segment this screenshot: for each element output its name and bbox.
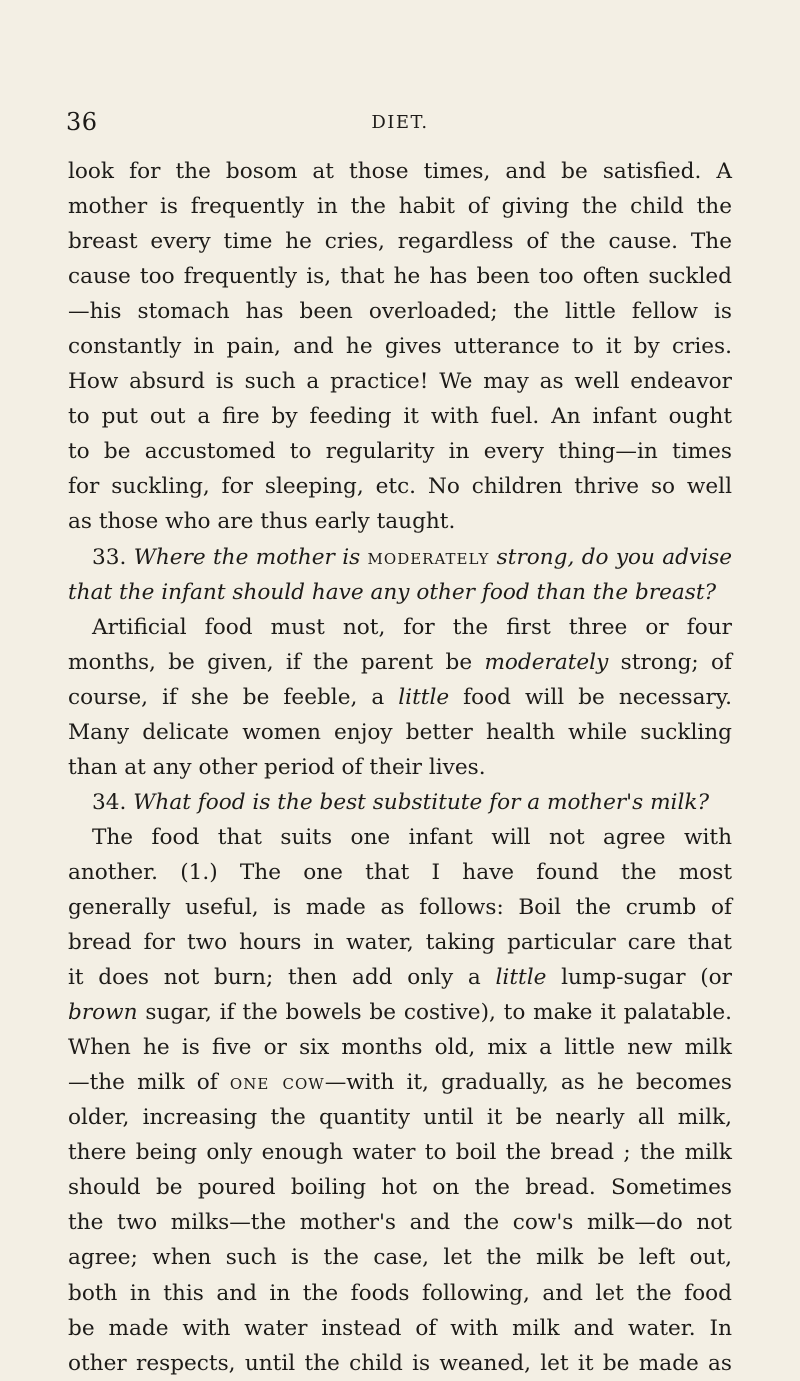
text-run: it does not burn; then add only a — [68, 965, 496, 991]
text-line: the two milks—the mother's and the cow's milk—do not — [68, 1210, 732, 1236]
question-33-line: that the infant should have any other food than the breast? — [68, 579, 717, 605]
text-line: —his stomach has been overloaded; the little fellow is — [68, 299, 732, 325]
text-line: for suckling, for sleeping, etc. No children thrive so well — [68, 474, 732, 500]
page-number: 36 — [66, 108, 98, 136]
text-line: there being only enough water to boil the bread ; the milk — [68, 1140, 732, 1166]
text-line: bread for two hours in water, taking particular care that — [68, 930, 732, 956]
text-line: other respects, until the child is weaned, let it be made as — [68, 1350, 732, 1376]
text-line: The food that suits one infant will not agree with — [92, 824, 732, 850]
text-line — [68, 645, 732, 680]
text-line: older, increasing the quantity until it be nearly all milk, — [68, 1105, 732, 1131]
page-header — [66, 108, 734, 138]
text-line: cause too frequently is, that he has been too often suckled — [68, 264, 732, 290]
emphasis-italic: little — [495, 965, 547, 991]
text-run: —the milk of — [68, 1070, 230, 1096]
text-run: lump-sugar (or — [546, 965, 732, 991]
text-line: How absurd is such a practice! We may as well endeavor — [68, 369, 732, 395]
question-number: 33. — [92, 544, 134, 570]
text-line: as those who are thus early taught. — [68, 509, 456, 535]
text-line: should be poured boiling hot on the bread. Sometimes — [68, 1175, 732, 1201]
text-line: another. (1.) The one that I have found the most — [68, 859, 732, 885]
body-text — [68, 154, 732, 1381]
text-run: sugar, if the bowels be costive), to make it palatable. — [137, 1000, 732, 1026]
emphasis-italic: little — [398, 684, 450, 710]
text-line: Many delicate women enjoy better health while suckling — [68, 719, 732, 745]
text-line: to be accustomed to regularity in every thing—in times — [68, 439, 732, 465]
emphasis-small-caps: cow — [269, 1070, 325, 1096]
text-run: —with it, gradually, as he becomes — [324, 1070, 732, 1096]
question-text: Where the mother is — [133, 544, 368, 570]
text-line: generally useful, is made as follows: Boil the crumb of — [68, 894, 732, 920]
question-number: 34. — [92, 789, 134, 815]
text-line: breast every time he cries, regardless of the cause. The — [68, 229, 732, 255]
emphasis-small-caps: moderately — [367, 544, 490, 570]
text-line — [68, 960, 732, 995]
text-run: strong; of — [608, 649, 733, 675]
text-line — [68, 995, 732, 1030]
text-run: course, if she be feeble, a — [68, 684, 399, 710]
emphasis-italic: brown — [68, 1000, 138, 1026]
text-line: look for the bosom at those times, and be satisfied. A — [68, 159, 732, 184]
text-line — [68, 680, 732, 715]
text-line — [68, 1065, 732, 1100]
text-line: Artificial food must not, for the first three or four — [92, 614, 732, 640]
text-line: agree; when such is the case, let the milk be left out, — [68, 1245, 732, 1271]
emphasis-italic: moderately — [484, 649, 609, 675]
text-line: constantly in pain, and he gives utterance to it by cries. — [68, 334, 732, 360]
text-line: When he is five or six months old, mix a little new milk — [68, 1035, 732, 1061]
question-34-line — [68, 785, 732, 820]
text-run: months, be given, if the parent be — [68, 649, 485, 675]
text-line: mother is frequently in the habit of giving the child the — [68, 194, 732, 220]
text-line: be made with water instead of with milk and water. In — [68, 1315, 732, 1341]
question-text: strong, do you advise — [489, 544, 732, 570]
running-head: DIET. — [371, 112, 429, 133]
text-run: food will be necessary. — [449, 684, 732, 710]
text-line: to put out a fire by feeding it with fuel. An infant ought — [68, 404, 732, 430]
text-line: both in this and in the foods following, and let the food — [68, 1280, 732, 1306]
text-line: than at any other period of their lives. — [68, 754, 486, 780]
question-text: What food is the best substitute for a mother's milk? — [133, 789, 710, 815]
question-33-line — [68, 540, 732, 575]
emphasis-small-caps: one — [229, 1070, 270, 1096]
